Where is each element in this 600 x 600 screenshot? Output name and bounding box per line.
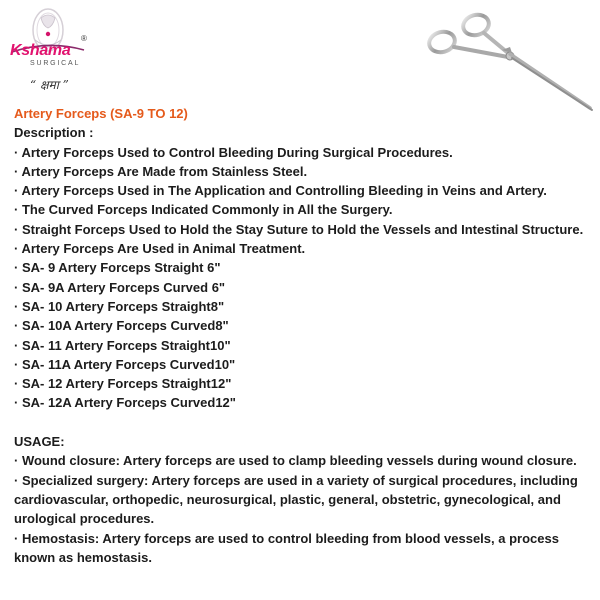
model-item: · SA- 11 Artery Forceps Straight10" bbox=[14, 337, 231, 353]
artery-forceps-icon bbox=[408, 8, 598, 118]
model-item: · SA- 12A Artery Forceps Curved12" bbox=[14, 395, 236, 411]
description-label: Description : bbox=[14, 125, 94, 141]
brand-logo bbox=[8, 4, 88, 96]
description-item: · Artery Forceps Used in The Application and Controlling Bleeding in Veins and Artery. bbox=[14, 183, 547, 199]
brand-name: Kshama bbox=[10, 42, 71, 59]
description-item: · The Curved Forceps Indicated Commonly in All the Surgery. bbox=[14, 202, 393, 218]
brand-tagline: “ क्षमा ” bbox=[30, 78, 69, 92]
product-title: Artery Forceps (SA-9 TO 12) bbox=[14, 106, 188, 121]
product-description bbox=[14, 104, 598, 567]
description-item: · Artery Forceps Used to Control Bleeding During Surgical Procedures. bbox=[14, 144, 453, 160]
model-item: · SA- 12 Artery Forceps Straight12" bbox=[14, 376, 232, 392]
registered-mark: ® bbox=[81, 34, 87, 43]
model-item: · SA- 11A Artery Forceps Curved10" bbox=[14, 356, 236, 372]
model-item: · SA- 10 Artery Forceps Straight8" bbox=[14, 298, 225, 314]
usage-item: · Hemostasis: Artery forceps are used to control bleeding from blood vessels, a process known as hemostasis. bbox=[14, 530, 559, 565]
description-item: · Straight Forceps Used to Hold the Stay Suture to Hold the Vessels and Intestinal Structure. bbox=[14, 221, 584, 237]
usage-item: · Specialized surgery: Artery forceps are used in a variety of surgical procedures, including cardiovascular, orthopedic, neurosurgical, plastic, general, obstetric, gynecological, and urological procedures. bbox=[14, 472, 578, 527]
brand-subtitle: SURGICAL bbox=[30, 60, 81, 67]
description-item: · Artery Forceps Are Used in Animal Treatment. bbox=[14, 241, 306, 257]
usage-label: USAGE: bbox=[14, 434, 65, 450]
model-item: · SA- 10A Artery Forceps Curved8" bbox=[14, 318, 229, 334]
usage-item: · Wound closure: Artery forceps are used to clamp bleeding vessels during wound closure. bbox=[14, 453, 577, 469]
model-item: · SA- 9 Artery Forceps Straight 6" bbox=[14, 260, 221, 276]
model-item: · SA- 9A Artery Forceps Curved 6" bbox=[14, 279, 226, 295]
description-item: · Artery Forceps Are Made from Stainless Steel. bbox=[14, 163, 308, 179]
section-spacer bbox=[14, 413, 598, 432]
